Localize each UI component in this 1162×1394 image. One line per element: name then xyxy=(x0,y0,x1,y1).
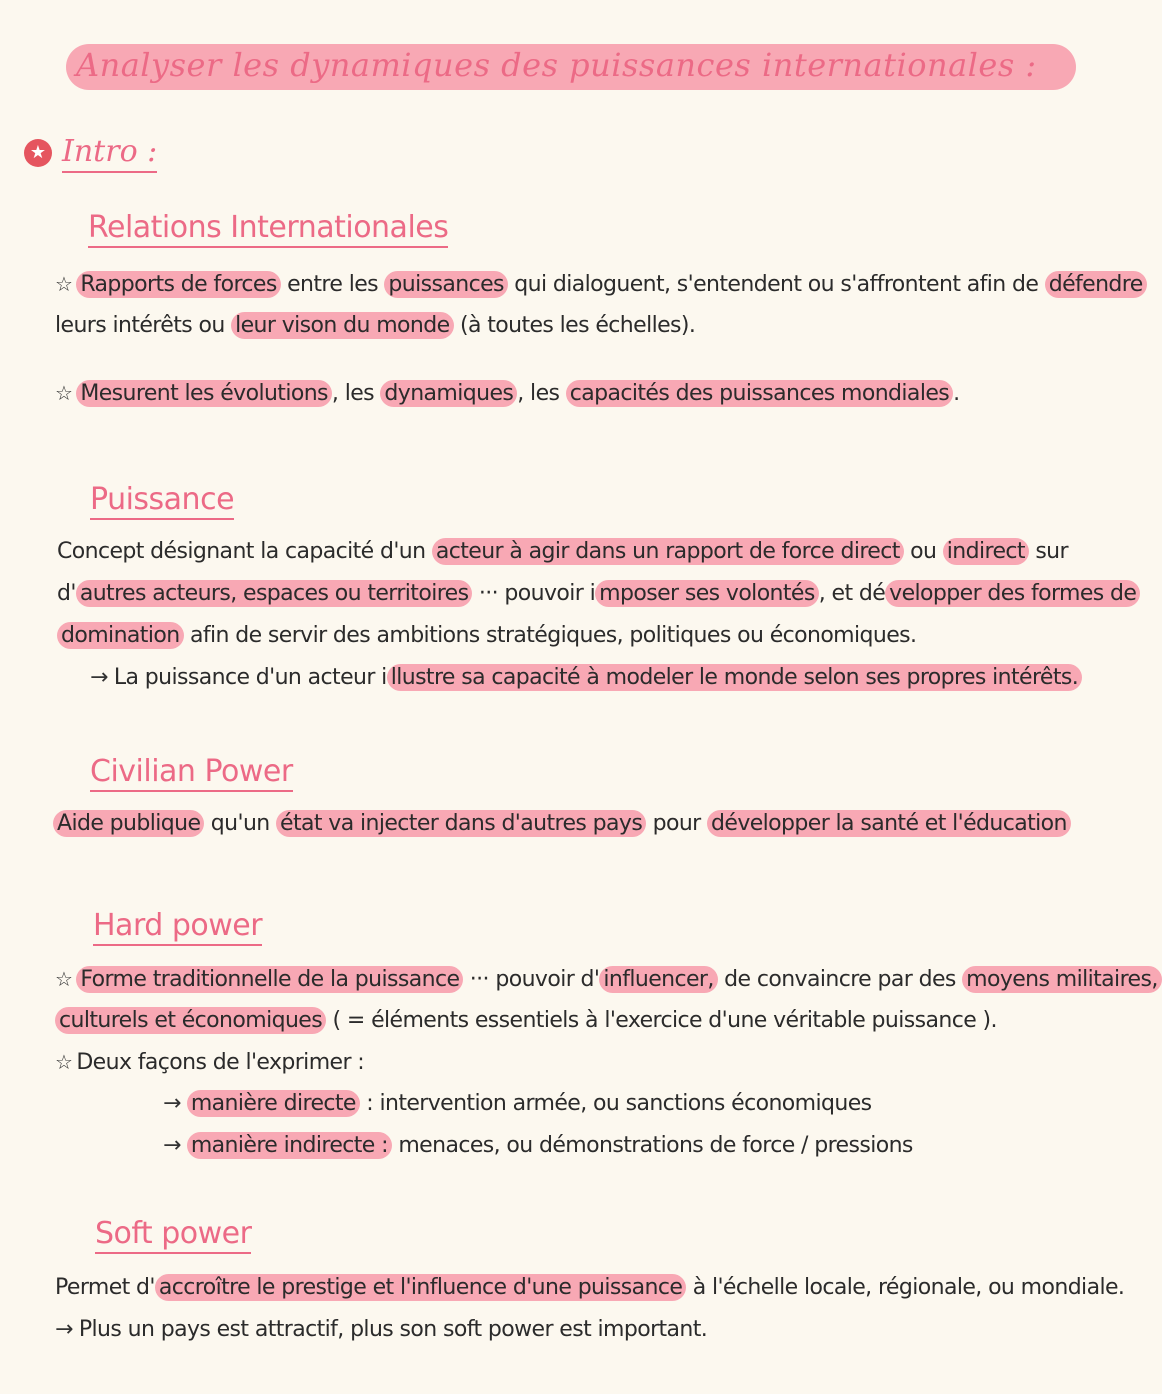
arrow-right-icon: → xyxy=(163,1133,181,1158)
relations-p1-line1: ☆ Rapports de forces entre les puissances qui dialoguent, s'entendent ou s'affrontent afin de défendre xyxy=(55,268,1147,301)
soft-line2: → Plus un pays est attractif, plus son soft power est important. xyxy=(55,1317,708,1342)
star-bullet-icon: ☆ xyxy=(55,967,73,991)
heading-soft-power: Soft power xyxy=(95,1216,251,1254)
arrow-right-icon: → xyxy=(55,1317,73,1342)
star-bullet-icon: ☆ xyxy=(55,1050,73,1074)
star-bullet-icon: ☆ xyxy=(55,381,73,405)
hard-line3: ☆ Deux façons de l'exprimer : xyxy=(55,1050,365,1075)
heading-relations: Relations Internationales xyxy=(88,210,448,248)
heading-puissance: Puissance xyxy=(90,482,234,520)
intro-label: Intro : xyxy=(62,134,157,173)
relations-p2: ☆ Mesurent les évolutions , les dynamiques , les capacités des puissances mondiales . xyxy=(55,381,960,406)
arrow-right-icon: → xyxy=(90,665,108,690)
puissance-line4: → La puissance d'un acteur i llustre sa capacité à modeler le monde selon ses propres intérêts. xyxy=(90,662,1082,694)
hard-line5: → manière indirecte : menaces, ou démonstrations de force / pressions xyxy=(163,1133,913,1158)
soft-line1: Permet d' accroître le prestige et l'influence d'une puissance à l'échelle locale, régionale, ou mondiale. xyxy=(55,1275,1125,1300)
hard-line4: → manière directe : intervention armée, ou sanctions économiques xyxy=(163,1091,872,1116)
page-title: Analyser les dynamiques des puissances internationales : xyxy=(76,46,1037,84)
puissance-line3: domination afin de servir des ambitions stratégiques, politiques ou économiques. xyxy=(57,620,916,652)
hard-line2: culturels et économiques ( = éléments essentiels à l'exercice d'une véritable puissance ). xyxy=(55,1005,997,1037)
hard-line1: ☆ Forme traditionnelle de la puissance ··· pouvoir d' influencer, de convaincre par des moyens militaires, xyxy=(55,963,1162,996)
relations-p1-line2: leurs intérêts ou leur vison du monde (à toutes les échelles). xyxy=(55,313,696,338)
civilian-line1: Aide publique qu'un état va injecter dans d'autres pays pour développer la santé et l'éducation xyxy=(53,808,1071,840)
puissance-line2: d' autres acteurs, espaces ou territoires ··· pouvoir i mposer ses volontés , et dé velopper des formes de xyxy=(57,578,1140,610)
star-badge-icon: ★ xyxy=(24,139,52,167)
heading-civilian-power: Civilian Power xyxy=(90,754,293,792)
arrow-right-icon: → xyxy=(163,1091,181,1116)
star-bullet-icon: ☆ xyxy=(55,272,73,296)
heading-hard-power: Hard power xyxy=(93,908,262,946)
puissance-line1: Concept désignant la capacité d'un acteur à agir dans un rapport de force direct ou indirect sur xyxy=(57,539,1068,564)
